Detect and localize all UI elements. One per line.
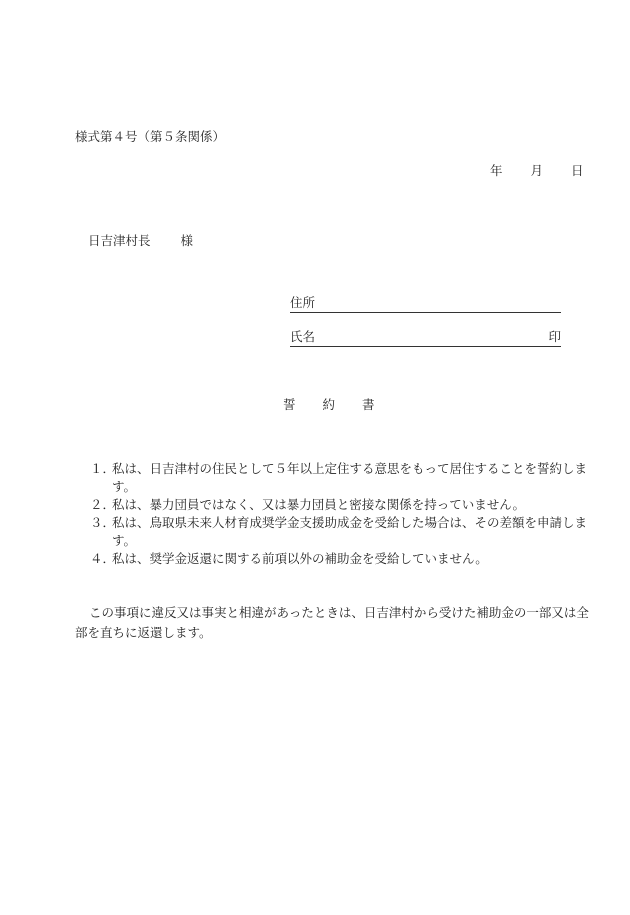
date-line	[490, 162, 584, 180]
day-label: 日	[571, 163, 584, 178]
pledge-number: ２．	[90, 497, 116, 512]
pledge-number: ３．	[90, 515, 116, 530]
pledge-text: 私は、鳥取県未来人材育成奨学金支援助成金を受給した場合は、その差額を申請します。	[112, 515, 588, 548]
pledge-number: １．	[90, 461, 116, 476]
addressee-name: 日吉津村長	[88, 233, 151, 248]
title-char-3: 書	[362, 397, 375, 412]
pledge-item	[90, 496, 590, 514]
title-char-2: 約	[322, 397, 336, 412]
year-label: 年	[490, 163, 503, 178]
closing-statement: この事項に違反又は事実と相違があったときは、日吉津村から受けた補助金の一部又は全部を直ちに返還します。	[75, 605, 589, 640]
pledge-text: 私は、暴力団員ではなく、又は暴力団員と密接な関係を持っていません。	[112, 497, 526, 512]
pledge-number: ４．	[90, 551, 116, 566]
document-title	[283, 396, 375, 414]
month-label: 月	[530, 163, 544, 178]
pledge-item	[90, 514, 590, 550]
pledge-item	[90, 550, 590, 568]
pledge-text: 私は、奨学金返還に関する前項以外の補助金を受給していません。	[112, 551, 488, 566]
title-char-1: 誓	[283, 397, 296, 412]
addressee	[88, 232, 193, 250]
address-label: 住所	[290, 295, 316, 310]
pledge-text: 私は、日吉津村の住民として５年以上定住する意思をもって居住することを誓約します。	[112, 461, 588, 494]
pledge-item	[90, 460, 590, 496]
name-label: 氏名	[290, 329, 316, 344]
addressee-honorific: 様	[180, 233, 194, 248]
form-number: 様式第４号（第５条関係）	[75, 129, 226, 144]
address-field[interactable]	[290, 294, 561, 313]
pledge-list	[90, 460, 590, 568]
seal-label: 印	[548, 329, 561, 344]
name-field[interactable]	[290, 328, 561, 347]
